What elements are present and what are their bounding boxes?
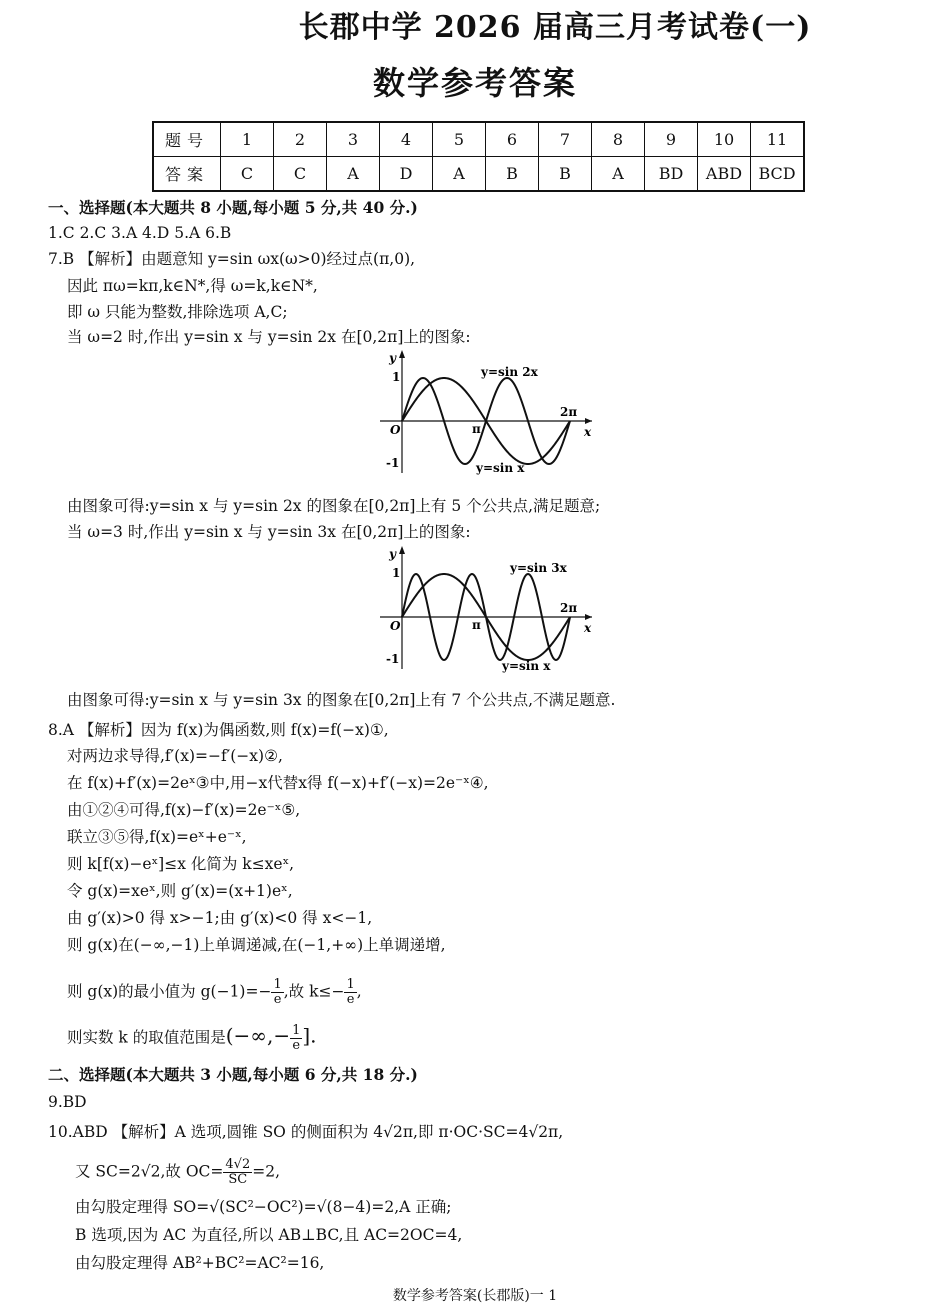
tick-label-minus-1: -1 — [386, 456, 400, 470]
answer-line: 当 ω=3 时,作出 y=sin x 与 y=sin 3x 在[0,2π]上的图象: — [67, 523, 471, 541]
y-axis-label: y — [389, 351, 396, 365]
x-axis-label: x — [584, 621, 592, 635]
answer-table — [152, 121, 805, 192]
answer-line: 1.C 2.C 3.A 4.D 5.A 6.B — [48, 224, 232, 242]
text-fragment: , — [356, 982, 362, 1001]
answer-line: 则 g(x)在(−∞,−1)上单调递减,在(−1,+∞)上单调递增, — [67, 936, 446, 954]
answer-line: 在 f(x)+f′(x)=2eˣ③中,用−x代替x得 f(−x)+f′(−x)=2e⁻ˣ④, — [67, 774, 489, 792]
page-title: 长郡中学 2026 届高三月考试卷(一) — [298, 10, 812, 45]
fraction-numerator: 1 — [346, 977, 355, 992]
answer-line: 由图象可得:y=sin x 与 y=sin 3x 的图象在[0,2π]上有 7 个公共点,不满足题意. — [67, 691, 616, 709]
table-cell: 10 — [698, 122, 751, 157]
x-axis-arrow — [585, 418, 592, 424]
tick-label-pi: π — [472, 618, 481, 632]
table-cell: A — [592, 157, 645, 192]
text-fragment: ]. — [302, 1023, 317, 1048]
fraction-denominator: SC — [228, 1172, 248, 1187]
text-fragment: (−∞,− — [225, 1023, 291, 1048]
table-cell: 8 — [592, 122, 645, 157]
answer-table-number-row — [153, 122, 804, 157]
fraction — [271, 978, 283, 1007]
answer-line: 7.B 【解析】由题意知 y=sin ωx(ω>0)经过点(π,0), — [48, 250, 416, 268]
fraction-numerator: 1 — [292, 1023, 301, 1038]
fraction-denominator: e — [273, 992, 282, 1007]
answer-line: 9.BD — [48, 1093, 87, 1111]
tick-label-1: 1 — [392, 370, 401, 384]
answer-line-oc — [75, 1158, 280, 1187]
fraction — [290, 1024, 302, 1053]
table-cell: B — [539, 157, 592, 192]
fraction-numerator: 1 — [273, 977, 282, 992]
answer-line: 联立③⑤得,f(x)=eˣ+e⁻ˣ, — [67, 828, 247, 846]
table-cell: BD — [645, 157, 698, 192]
answer-line: 由图象可得:y=sin x 与 y=sin 2x 的图象在[0,2π]上有 5 个公共点,满足题意; — [67, 497, 601, 515]
answer-table-answer-row — [153, 157, 804, 192]
table-cell: 1 — [221, 122, 274, 157]
curve-label-sin-2x: y=sin 2x — [481, 365, 538, 379]
table-cell: ABD — [698, 157, 751, 192]
table-cell: BCD — [751, 157, 805, 192]
answer-line: 由①②④可得,f(x)−f′(x)=2e⁻ˣ⑤, — [67, 801, 301, 819]
table-cell: 7 — [539, 122, 592, 157]
section-heading-2: 二、选择题(本大题共 3 小题,每小题 6 分,共 18 分.) — [48, 1065, 418, 1084]
table-cell: 2 — [274, 122, 327, 157]
origin-label: O — [390, 423, 401, 437]
text-fragment: 又 SC=2√2,故 OC= — [75, 1162, 224, 1181]
curve-label-sin-x: y=sin x — [476, 461, 525, 475]
answer-line: 由勾股定理得 AB²+BC²=AC²=16, — [75, 1254, 325, 1272]
answer-line: 令 g(x)=xeˣ,则 g′(x)=(x+1)eˣ, — [67, 882, 293, 900]
text-fragment: 则 g(x)的最小值为 g(−1)=− — [67, 982, 272, 1001]
fraction-denominator: e — [292, 1038, 301, 1053]
table-cell: B — [486, 157, 539, 192]
answer-line: 10.ABD 【解析】A 选项,圆锥 SO 的侧面积为 4√2π,即 π·OC·SC=4√2π, — [48, 1123, 564, 1141]
fraction — [223, 1158, 252, 1187]
answer-line: 对两边求导得,f′(x)=−f′(−x)②, — [67, 747, 283, 765]
table-cell: A — [327, 157, 380, 192]
section-heading-1: 一、选择题(本大题共 8 小题,每小题 5 分,共 40 分.) — [48, 198, 418, 217]
table-cell: 6 — [486, 122, 539, 157]
table-cell: C — [221, 157, 274, 192]
table-cell: A — [433, 157, 486, 192]
answer-line: 因此 πω=kπ,k∈N*,得 ω=k,k∈N*, — [67, 277, 318, 295]
fraction-numerator: 4√2 — [225, 1157, 251, 1172]
answer-line: 由勾股定理得 SO=√(SC²−OC²)=√(8−4)=2,A 正确; — [75, 1198, 452, 1216]
answer-line-min-value — [67, 978, 362, 1007]
x-axis-arrow — [585, 614, 592, 620]
table-cell: D — [380, 157, 433, 192]
tick-label-2pi: 2π — [560, 405, 578, 419]
text-fragment: =2, — [252, 1162, 281, 1181]
text-fragment: ,故 k≤− — [283, 982, 345, 1001]
table-cell: 4 — [380, 122, 433, 157]
answer-line: 则 k[f(x)−eˣ]≤x 化简为 k≤xeˣ, — [67, 855, 295, 873]
page-footer: 数学参考答案(长郡版)一 1 — [392, 1288, 558, 1304]
table-cell: 9 — [645, 122, 698, 157]
y-axis-label: y — [389, 547, 396, 561]
table-cell: C — [274, 157, 327, 192]
y-axis-arrow — [399, 350, 405, 358]
answer-line: 当 ω=2 时,作出 y=sin x 与 y=sin 2x 在[0,2π]上的图象: — [67, 328, 471, 346]
answer-line: 即 ω 只能为整数,排除选项 A,C; — [67, 303, 288, 321]
table-cell: 11 — [751, 122, 805, 157]
answer-line-range — [67, 1024, 317, 1053]
table-cell: 3 — [327, 122, 380, 157]
tick-label-minus-1: -1 — [386, 652, 400, 666]
answer-line: B 选项,因为 AC 为直径,所以 AB⊥BC,且 AC=2OC=4, — [75, 1226, 463, 1244]
tick-label-pi: π — [472, 422, 481, 436]
page-subtitle: 数学参考答案 — [372, 64, 577, 102]
curve-label-sin-3x: y=sin 3x — [510, 561, 567, 575]
tick-label-2pi: 2π — [560, 601, 578, 615]
table-cell: 5 — [433, 122, 486, 157]
origin-label: O — [390, 619, 401, 633]
row-label-answer: 答案 — [153, 157, 221, 192]
tick-label-1: 1 — [392, 566, 401, 580]
row-label-number: 题号 — [153, 122, 221, 157]
fraction-denominator: e — [346, 992, 355, 1007]
text-fragment: 则实数 k 的取值范围是 — [67, 1028, 226, 1047]
x-axis-label: x — [584, 425, 592, 439]
answer-line: 8.A 【解析】因为 f(x)为偶函数,则 f(x)=f(−x)①, — [48, 721, 389, 739]
fraction — [344, 978, 356, 1007]
sine-graph-1 — [380, 348, 600, 478]
sine-graph-2 — [380, 544, 600, 674]
answer-line: 由 g′(x)>0 得 x>−1;由 g′(x)<0 得 x<−1, — [67, 909, 373, 927]
y-axis-arrow — [399, 546, 405, 554]
curve-label-sin-x: y=sin x — [502, 659, 551, 673]
